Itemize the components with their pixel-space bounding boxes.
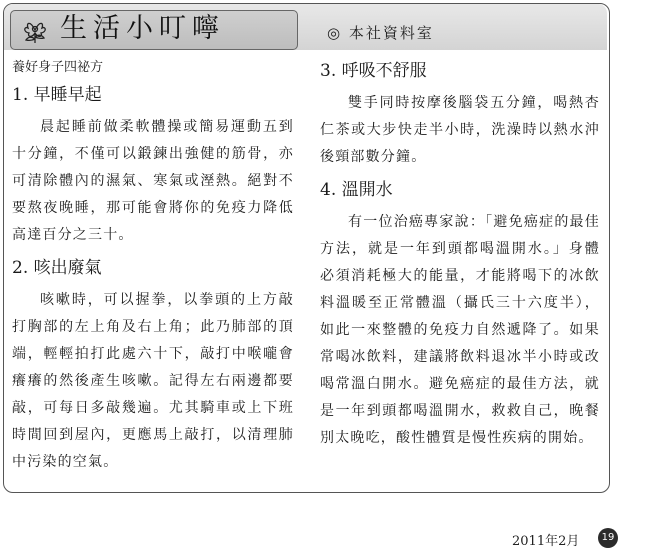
section-paragraph: 有一位治癌專家說：「避免癌症的最佳方法，就是一年到頭都喝溫開水。」身體必須消耗極大的能量，才能將喝下的冰飲料溫暖至正常體溫（攝氏三十六度半），如此一來整體的免疫力自然遞降了。如果常喝冰飲料，建議將飲料退冰半小時或改喝常溫白開水。避免癌症的最佳方法，就是一年到頭都喝溫開水，救救自己，晚餐別太晚吃，酸性體質是慢性疾病的開始。: [320, 214, 600, 446]
source-credit: ◎ 本社資料室: [327, 24, 434, 42]
section-paragraph: 雙手同時按摩後腦袋五分鐘，喝熱杏仁茶或大步快走半小時，洗澡時以熱水沖後頸部數分鐘。: [320, 95, 600, 165]
section-heading: 2. 咳出廢氣: [12, 258, 102, 278]
left-column: [12, 58, 294, 482]
page-number-badge: 19: [598, 528, 618, 548]
subhead: 養好身子四祕方: [12, 60, 104, 75]
section-heading: 1. 早睡早起: [12, 85, 102, 105]
page-title: 生活小叮嚀: [60, 13, 225, 44]
right-column: [320, 58, 600, 458]
issue-date: 2011年2月: [512, 534, 580, 549]
section-paragraph: 咳嗽時，可以握拳，以拳頭的上方敲打胸部的左上角及右上角；此乃肺部的頂端，輕輕拍打此處六十下，敲打中喉嚨會癢癢的然後產生咳嗽。記得左右兩邊都要敲，可每日多敲幾遍。尤其騎車或上下班時間回到屋內，更應馬上敲打，以清理肺中污染的空氣。: [12, 292, 294, 470]
section-heading: 3. 呼吸不舒服: [320, 61, 427, 81]
section-paragraph: 晨起睡前做柔軟體操或簡易運動五到十分鐘，不僅可以鍛鍊出強健的筋骨，亦可清除體內的濕氣、寒氣或溼熱。絕對不要熬夜晚睡，那可能會將你的免疫力降低高達百分之三十。: [12, 119, 294, 243]
section-heading: 4. 溫開水: [320, 180, 393, 200]
flower-icon: [20, 14, 50, 44]
